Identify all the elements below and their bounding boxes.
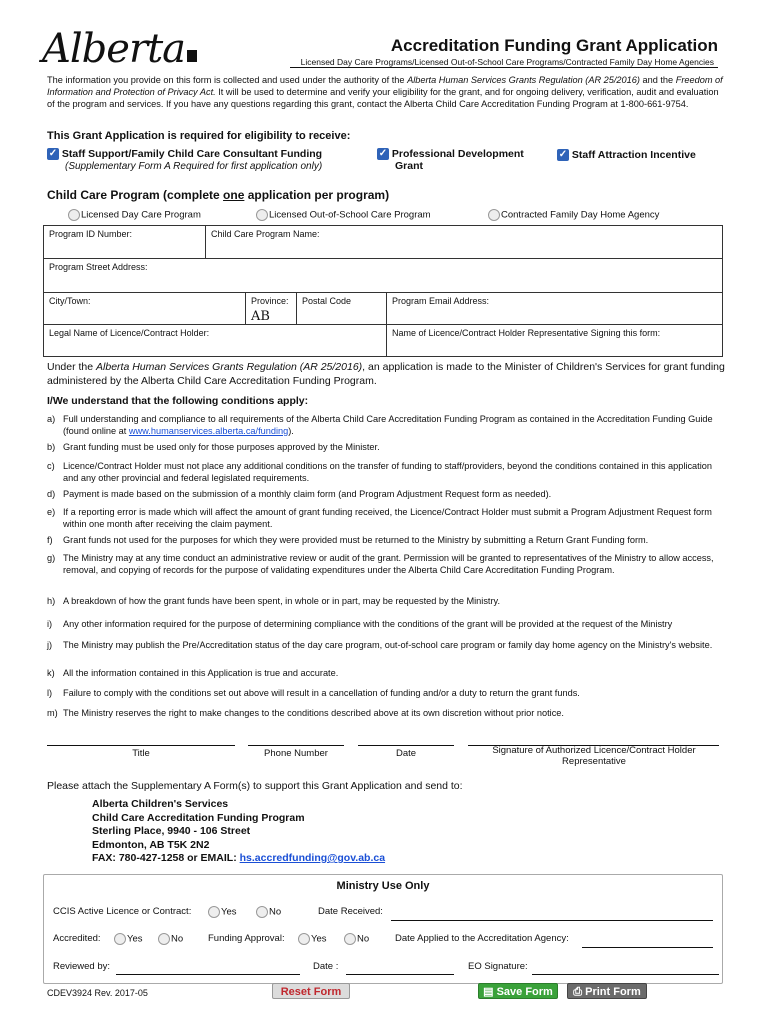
reviewed-by-label: Reviewed by: bbox=[53, 961, 111, 972]
holder-name-field[interactable]: Legal Name of Licence/Contract Holder: bbox=[43, 324, 387, 357]
funding-no-radio[interactable]: No bbox=[344, 933, 369, 945]
ccis-no-radio[interactable]: No bbox=[256, 906, 281, 918]
city-field[interactable]: City/Town: bbox=[43, 292, 246, 325]
condition-item: f) Grant funds not used for the purposes for which they were provided must be returned to the Ministry by submitting a Return Grant Funding form. bbox=[47, 535, 649, 545]
radio-icon[interactable] bbox=[68, 209, 80, 221]
reset-form-button[interactable]: Reset Form bbox=[272, 983, 350, 999]
condition-item: d) Payment is made based on the submission of a monthly claim form (and Program Adjustment Request form as needed). bbox=[47, 489, 552, 499]
checkbox-professional-development[interactable] bbox=[377, 148, 524, 172]
accredited-no-radio[interactable]: No bbox=[158, 933, 183, 945]
date-received-field[interactable] bbox=[391, 920, 713, 921]
print-form-button[interactable]: ⎙ Print Form bbox=[567, 983, 647, 999]
condition-item: e) If a reporting error is made which will affect the amount of grant funding received, the Licence/Contract Holder must submit a Program Adjustment Request form within one month after receiving the claim payment. bbox=[47, 507, 712, 529]
condition-item: c) Licence/Contract Holder must not place any additional conditions on the transfer of funding to staff/providers, beyond the conditions contained in this application and any other provincial and federal legislated requirements. bbox=[47, 461, 712, 483]
condition-item: b) Grant funding must be used only for those purposes approved by the Minister. bbox=[47, 442, 380, 452]
checkbox-checked-icon[interactable]: ✓ bbox=[48, 148, 58, 160]
radio-icon bbox=[298, 933, 310, 945]
condition-item: a) Full understanding and compliance to all requirements of the Alberta Child Care Accreditation Funding Program as contained in the Accreditation Funding Guide (found online at www.humanservices.alberta.ca/funding). bbox=[47, 414, 713, 436]
checkbox-staff-attraction[interactable] bbox=[557, 149, 696, 161]
ccis-label: CCIS Active Licence or Contract: bbox=[53, 906, 192, 917]
condition-item: k) All the information contained in this Application is true and accurate. bbox=[47, 668, 339, 678]
program-name-field[interactable]: Child Care Program Name: bbox=[205, 225, 723, 259]
radio-out-of-school[interactable]: Licensed Out-of-School Care Program bbox=[256, 209, 431, 221]
funding-yes-radio[interactable]: Yes bbox=[298, 933, 327, 945]
condition-item: l) Failure to comply with the conditions set out above will result in a cancellation of funding and/or a duty to return the grant funds. bbox=[47, 688, 580, 698]
postal-code-field[interactable]: Postal Code bbox=[296, 292, 387, 325]
ministry-date-label: Date : bbox=[313, 961, 339, 972]
phone-label: Phone Number bbox=[264, 748, 328, 759]
funding-guide-link[interactable]: www.humanservices.alberta.ca/funding bbox=[128, 425, 289, 436]
radio-licensed-day-care[interactable]: Licensed Day Care Program bbox=[68, 209, 201, 221]
checkbox-checked-icon[interactable]: ✓ bbox=[558, 149, 568, 161]
program-heading: Child Care Program (complete one application per program) bbox=[47, 188, 390, 202]
representative-name-field[interactable]: Name of Licence/Contract Holder Representative Signing this form: bbox=[386, 324, 723, 357]
accredited-label: Accredited: bbox=[53, 933, 101, 944]
professional-development-label: Professional Development bbox=[391, 148, 524, 160]
radio-icon bbox=[344, 933, 356, 945]
page-subtitle: Licensed Day Care Programs/Licensed Out-of-School Care Programs/Contracted Family Day Home Agencies bbox=[300, 57, 714, 67]
radio-icon bbox=[208, 906, 220, 918]
condition-item: g) The Ministry may at any time conduct an administrative review or audit of the grant. Permission will be granted to representatives of the Ministry to allow access, removal, and copying of records for the purpose of validating expenditures under the Alberta Child Care Accreditation Funding Program. bbox=[47, 553, 714, 575]
ministry-use-box bbox=[43, 874, 723, 984]
ccis-yes-radio[interactable]: Yes bbox=[208, 906, 237, 918]
radio-icon bbox=[256, 906, 268, 918]
save-icon: ▤ bbox=[483, 986, 497, 998]
reviewed-by-field[interactable] bbox=[116, 974, 300, 975]
program-id-field[interactable]: Program ID Number: bbox=[43, 225, 206, 259]
save-form-button[interactable]: ▤ Save Form bbox=[478, 983, 558, 999]
condition-item: h) A breakdown of how the grant funds have been spent, in whole or in part, may be requested by the Ministry. bbox=[47, 596, 501, 606]
attach-instructions: Please attach the Supplementary A Form(s) to support this Grant Application and send to: bbox=[47, 780, 463, 792]
date-received-label: Date Received: bbox=[318, 906, 383, 917]
staff-support-label: Staff Support/Family Child Care Consultant Funding bbox=[61, 148, 323, 160]
checkbox-staff-support[interactable] bbox=[47, 148, 322, 172]
phone-signature-line[interactable] bbox=[248, 745, 344, 746]
condition-item: j) The Ministry may publish the Pre/Accreditation status of the day care program, out-of-school care program or family day home agency on the Ministry's website. bbox=[47, 640, 713, 650]
accredited-yes-radio[interactable]: Yes bbox=[114, 933, 143, 945]
program-email-field[interactable]: Program Email Address: bbox=[386, 292, 723, 325]
conditions-heading: I/We understand that the following conditions apply: bbox=[47, 395, 309, 407]
printer-icon: ⎙ bbox=[573, 986, 586, 998]
title-label: Title bbox=[132, 748, 150, 759]
eo-signature-label: EO Signature: bbox=[468, 961, 528, 972]
condition-item: m) The Ministry reserves the right to make changes to the conditions described above at its own discretion without prior notice. bbox=[47, 708, 564, 718]
header-divider bbox=[290, 67, 718, 68]
date-applied-label: Date Applied to the Accreditation Agency: bbox=[395, 933, 569, 944]
ministry-date-field[interactable] bbox=[346, 974, 454, 975]
staff-attraction-label: Staff Attraction Incentive bbox=[571, 149, 696, 161]
email-link[interactable]: hs.accredfunding@gov.ab.ca bbox=[239, 852, 386, 864]
date-label: Date bbox=[395, 748, 417, 759]
street-address-field[interactable]: Program Street Address: bbox=[43, 258, 723, 293]
staff-support-note: (Supplementary Form A Required for first application only) bbox=[65, 161, 323, 173]
professional-development-label-2: Grant bbox=[395, 160, 424, 173]
funding-approval-label: Funding Approval: bbox=[208, 933, 285, 944]
date-signature-line[interactable] bbox=[358, 745, 454, 746]
province-field[interactable]: Province: AB bbox=[245, 292, 297, 325]
radio-family-day-home[interactable]: Contracted Family Day Home Agency bbox=[488, 209, 659, 221]
radio-icon[interactable] bbox=[488, 209, 500, 221]
form-code: CDEV3924 Rev. 2017-05 bbox=[47, 988, 148, 998]
condition-item: i) Any other information required for the purpose of determining compliance with the conditions of the grant will be provided at the request of the Ministry bbox=[47, 619, 673, 629]
mailing-address: Alberta Children's Services Child Care Accreditation Funding Program Sterling Place, 9940 - 106 Street Edmonton, AB T5K 2N2 FAX: 780-427-1258 or EMAIL: hs.accredfunding@gov.ab.ca bbox=[92, 798, 386, 864]
signature-label: Signature of Authorized Licence/Contract Holder Representative bbox=[492, 745, 696, 767]
radio-icon bbox=[114, 933, 126, 945]
ministry-heading: Ministry Use Only bbox=[336, 880, 430, 892]
eligibility-heading: This Grant Application is required for eligibility to receive: bbox=[47, 130, 351, 142]
logo-flag-icon bbox=[187, 50, 197, 62]
intro-paragraph: The information you provide on this form is collected and used under the authority of the Alberta Human Services Grants Regulation (AR 25/2016) and the Freedom of Information and Protection of Privacy Act. It will be used to determine and verify your eligibility for the grant, and for ongoing delivery, verification, audit and evaluation of the program and services. If you have any questions regarding this grant, contact the Alberta Child Care Accreditation Funding Program at 1-800-661-9754. bbox=[47, 75, 723, 109]
regulation-paragraph: Under the Alberta Human Services Grants Regulation (AR 25/2016), an application is made to the Minister of Children's Services for grant funding administered by the Alberta Child Care Accreditation Funding Program. bbox=[47, 361, 725, 387]
alberta-logo bbox=[42, 26, 197, 72]
radio-icon[interactable] bbox=[256, 209, 268, 221]
radio-icon bbox=[158, 933, 170, 945]
checkbox-checked-icon[interactable]: ✓ bbox=[378, 148, 388, 160]
title-signature-line[interactable] bbox=[47, 745, 235, 746]
date-applied-field[interactable] bbox=[582, 947, 713, 948]
eo-signature-field[interactable] bbox=[532, 974, 719, 975]
province-value: AB bbox=[251, 309, 270, 324]
page-title: Accreditation Funding Grant Application bbox=[390, 36, 718, 55]
logo-text: Alberta bbox=[42, 26, 185, 72]
